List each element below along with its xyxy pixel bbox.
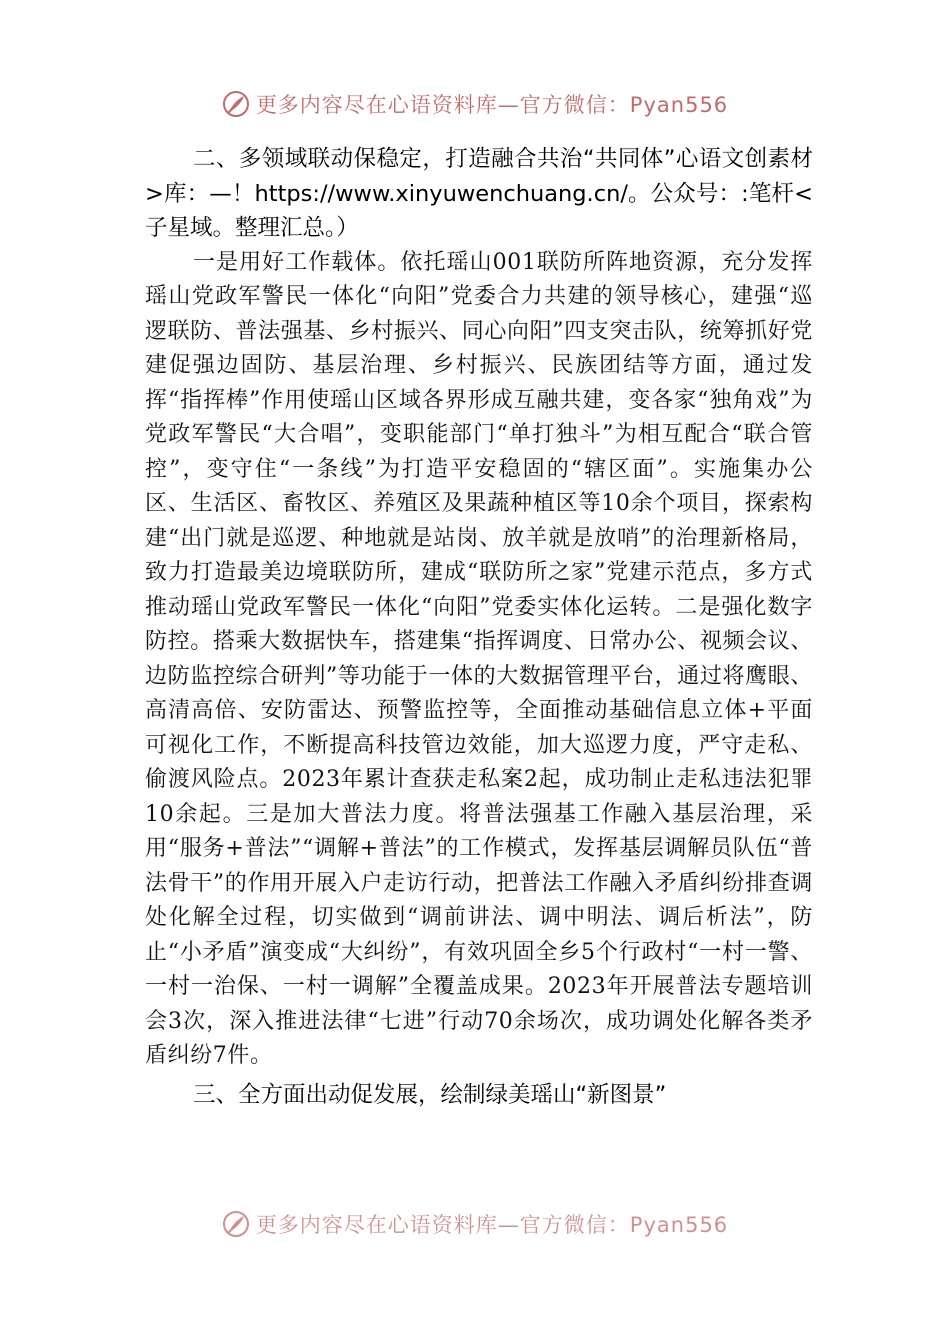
section-2-paragraph: 一是用好工作载体。依托瑶山001联防所阵地资源，充分发挥瑶山党政军警民一体化“向阳”党委合力共建的领导核心，建强“巡逻联防、普法强基、乡村振兴、同心向阳”四支突击队，统筹抓好党建促强边固防、基层治理、乡村振兴、民族团结等方面，通过发挥“指挥棒”作用使瑶山区域各界形成互融共建，变各家“独角戏”为党政军警民“大合唱”，变职能部门“单打独斗”为相互配合“联合管控”，变守住“一条线”为打造平安稳固的“辖区面”。实施集办公区、生活区、畜牧区、养殖区及果蔬种植区等10余个项目，探索构建“出门就是巡逻、种地就是站岗、放羊就是放哨”的治理新格局，致力打造最美边境联防所，建成“联防所之家”党建示范点，多方式推动瑶山党政军警民一体化“向阳”党委实体化运转。二是强化数字防控。搭乘大数据快车，搭建集“指挥调度、日常办公、视频会议、边防监控综合研判”等功能于一体的大数据管理平台，通过将鹰眼、高清高倍、安防雷达、预警监控等，全面推动基础信息立体+平面可视化工作，不断提高科技管边效能，加大巡逻力度，严守走私、偷渡风险点。2023年累计查获走私案2起，成功制止走私违法犯罪10余起。三是加大普法力度。将普法强基工作融入基层治理，采用“服务+普法”“调解+普法”的工作模式，发挥基层调解员队伍“普法骨干”的作用开展入户走访行动，把普法工作融入矛盾纠纷排查调处化解全过程，切实做到“调前讲法、调中明法、调后析法”，防止“小矛盾”演变成“大纠纷”，有效巩固全乡5个行政村“一村一警、一村一治保、一村一调解”全覆盖成果。2023年开展普法专题培训会3次，深入推进法律“七进”行动70余场次，成功调处化解各类矛盾纠纷7件。 [145,249,813,1068]
document-body [145,142,813,1112]
header-watermark-text: 更多内容尽在心语资料库—官方微信：Pyan556 [255,93,729,117]
header-watermark [0,86,950,122]
footer-watermark-text: 更多内容尽在心语资料库—官方微信：Pyan556 [255,1213,729,1237]
footer-watermark [0,1206,950,1242]
section-2-heading: 二、多领域联动保稳定，打造融合共治“共同体”心语文创素材>库：—！https://www.xinyuwenchuang.cn/。公众号：:笔杆<子星域。整理汇总。） [145,146,813,241]
feather-pen-logo-icon [222,90,250,118]
feather-pen-logo-icon [222,1210,250,1238]
section-3-heading: 三、全方面出动促发展，绘制绿美瑶山“新图景” [193,1081,667,1108]
